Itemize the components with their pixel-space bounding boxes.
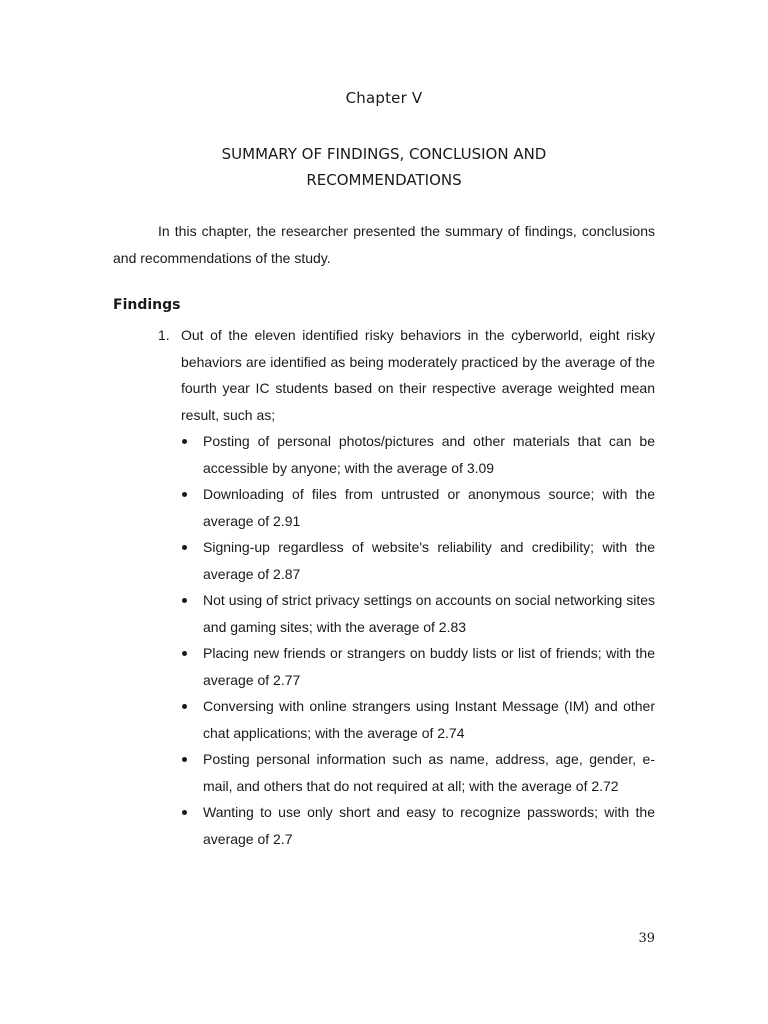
bullet-item	[158, 799, 655, 852]
chapter-heading-line-2: RECOMMENDATIONS	[306, 171, 462, 189]
findings-heading: Findings	[113, 297, 181, 313]
bullet-icon	[182, 439, 187, 444]
bullet-text: Placing new friends or strangers on buddy lists or list of friends; with the average of 2.77	[203, 645, 655, 688]
numbered-list-item	[158, 322, 655, 852]
bullet-text: Wanting to use only short and easy to recognize passwords; with the average of 2.7	[203, 804, 655, 847]
item-text: Out of the eleven identified risky behaviors in the cyberworld, eight risky behaviors are identified as being moderately practiced by the average of the fourth year IC students based on their respective average weighted mean result, such as;	[181, 327, 655, 423]
bullet-icon	[182, 598, 187, 603]
bullet-text: Posting of personal photos/pictures and other materials that can be accessible by anyone; with the average of 3.09	[203, 433, 655, 476]
bullet-item	[158, 640, 655, 693]
bullet-item	[158, 534, 655, 587]
bullet-text: Posting personal information such as name, address, age, gender, e-mail, and others that do not required at all; with the average of 2.72	[203, 751, 655, 794]
bullet-text: Conversing with online strangers using Instant Message (IM) and other chat applications; with the average of 2.74	[203, 698, 655, 741]
intro-paragraph: In this chapter, the researcher presented the summary of findings, conclusions and recommendations of the study.	[113, 223, 655, 266]
bullet-icon	[182, 810, 187, 815]
bullet-item	[158, 746, 655, 799]
bullet-icon	[182, 492, 187, 497]
bullet-item	[158, 587, 655, 640]
bullet-item	[158, 481, 655, 534]
bullet-text: Downloading of files from untrusted or anonymous source; with the average of 2.91	[203, 486, 655, 529]
bullet-icon	[182, 757, 187, 762]
bullet-icon	[182, 545, 187, 550]
chapter-heading	[0, 141, 768, 193]
bullet-item	[158, 693, 655, 746]
item-number: 1.	[158, 327, 170, 343]
bullet-text: Signing-up regardless of website's reliability and credibility; with the average of 2.87	[203, 539, 655, 582]
bullet-text: Not using of strict privacy settings on accounts on social networking sites and gaming sites; with the average of 2.83	[203, 592, 655, 635]
bullet-list	[158, 428, 655, 852]
page-number: 39	[638, 931, 655, 946]
chapter-heading-line-1: SUMMARY OF FINDINGS, CONCLUSION AND	[221, 145, 547, 163]
chapter-label: Chapter V	[345, 89, 423, 107]
bullet-icon	[182, 651, 187, 656]
bullet-icon	[182, 704, 187, 709]
bullet-item	[158, 428, 655, 481]
